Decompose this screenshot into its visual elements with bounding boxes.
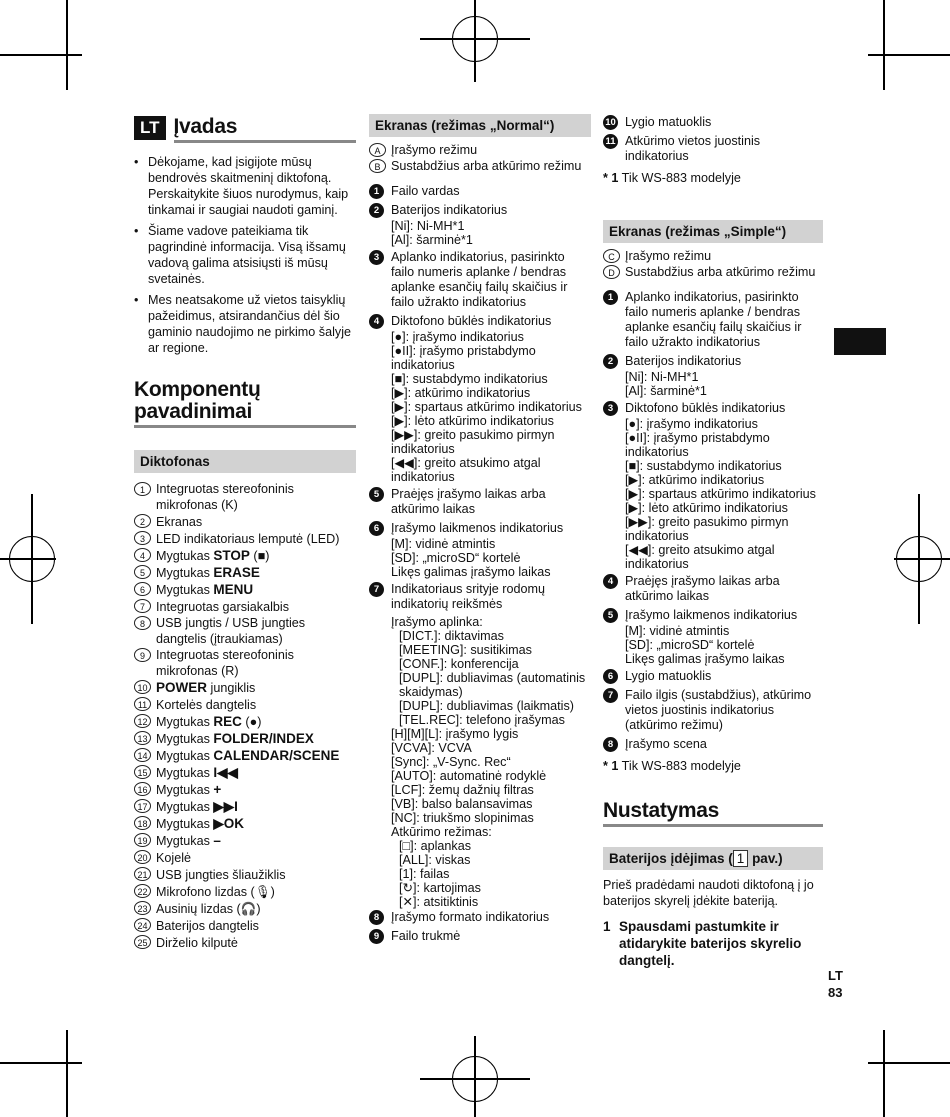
registration-circle	[9, 536, 55, 582]
item-number: 6	[369, 521, 384, 536]
footnote-mark: * 1	[603, 759, 619, 773]
component-key-name: –	[213, 833, 221, 848]
indicator-sub-item: [M]: vidinė atmintis	[625, 624, 730, 638]
component-item	[134, 867, 356, 883]
display-item	[603, 737, 823, 752]
indicator-sub-item: [▶]: atkūrimo indikatorius	[625, 473, 765, 487]
item-number: 1	[603, 290, 618, 305]
step-text: Spausdami pastumkite ir atidarykite baterijos skyrelio dangtelį.	[619, 919, 802, 968]
item-text: Aplanko indikatorius, pasirinkto failo numeris aplanke / bendras aplanke esančių failų skaičius ir failo užrakto indikatorius	[391, 250, 568, 309]
component-label: Mygtukas	[156, 732, 214, 746]
item-number: 10	[134, 680, 151, 694]
component-item	[134, 884, 356, 900]
display-item	[603, 134, 823, 164]
component-key-name: CALENDAR/SCENE	[213, 748, 340, 763]
component-text	[156, 548, 356, 564]
item-number: 12	[134, 714, 151, 728]
component-item	[134, 782, 356, 798]
indicator-sub-item: [■]: sustabdymo indikatorius	[391, 372, 548, 386]
footer-language: LT	[828, 968, 843, 983]
component-label: Mygtukas	[156, 783, 214, 797]
crop-mark	[868, 1062, 950, 1064]
indicator-sub-item: Likęs galimas įrašymo laikas	[391, 565, 551, 579]
intro-heading	[134, 116, 356, 143]
item-number: 24	[134, 918, 151, 932]
display-item	[603, 354, 823, 369]
crop-mark	[868, 54, 950, 56]
intro-bullet-list	[134, 154, 356, 356]
component-item	[134, 799, 356, 815]
indicator-extra-item: [H][M][L]: įrašymo lygis	[391, 727, 519, 741]
component-text	[156, 648, 356, 679]
component-text	[156, 697, 356, 713]
indicator-sub-item: [SD]: „microSD“ kortelė	[391, 551, 521, 565]
component-text	[156, 714, 356, 730]
play-mode-item: [↻]: kartojimas	[399, 881, 481, 895]
item-number: 3	[603, 401, 618, 416]
component-label: Mygtukas	[156, 834, 214, 848]
item-text: Įrašymo laikmenos indikatorius	[391, 521, 564, 535]
crop-mark	[883, 0, 885, 90]
setup-title: Nustatymas	[603, 800, 823, 827]
indicator-sub-item: [Ni]: Ni-MH*1	[625, 370, 699, 384]
item-number: 5	[369, 487, 384, 502]
item-number: 19	[134, 833, 151, 847]
component-label-suffix: (■)	[249, 549, 270, 563]
indicator-extra-item: [VCVA]: VCVA	[391, 741, 472, 755]
item-number: 14	[134, 748, 151, 762]
crop-mark	[0, 54, 82, 56]
component-item	[134, 514, 356, 530]
component-label: Baterijos dangtelis	[156, 919, 259, 933]
bullet-text: Šiame vadove pateikiama tik pagrindinė informacija. Visą išsamų vadovą galima atsisiųsti iš mūsų svetainės.	[148, 224, 346, 286]
component-item	[134, 731, 356, 747]
indicator-extra-item: [LCF]: žemų dažnių filtras	[391, 783, 534, 797]
battery-bar-text: pav.)	[748, 851, 783, 866]
component-key-name: +	[213, 782, 222, 797]
component-text	[156, 616, 356, 647]
component-key-name: STOP	[213, 548, 250, 563]
item-text: Failo trukmė	[391, 929, 461, 943]
item-number: 8	[603, 737, 618, 752]
item-text: Įrašymo scena	[625, 737, 707, 751]
scene-item: [MEETING]: susitikimas	[399, 643, 532, 657]
display-item	[603, 401, 823, 416]
crop-mark	[66, 0, 68, 90]
column-intro	[134, 114, 356, 952]
indicator-sub-item: [▶]: lėto atkūrimo indikatorius	[391, 414, 554, 428]
mode-letter-list	[369, 143, 591, 174]
column-normal-display	[369, 114, 591, 947]
item-number: 2	[134, 514, 151, 528]
component-text	[156, 833, 356, 849]
item-number: 13	[134, 731, 151, 745]
component-text	[156, 901, 356, 917]
component-label: Integruotas garsiakalbis	[156, 600, 290, 614]
indicator-sub-item: [●II]: įrašymo pristabdymo indikatorius	[391, 344, 536, 372]
indicator-sub-item: [M]: vidinė atmintis	[391, 537, 496, 551]
mode-letter-item	[603, 249, 823, 264]
item-number: 3	[134, 531, 151, 545]
item-number: 2	[603, 354, 618, 369]
component-item	[134, 714, 356, 730]
scene-item: [TEL.REC]: telefono įrašymas	[399, 713, 565, 727]
indicator-sub-item: [Ni]: Ni-MH*1	[391, 219, 465, 233]
component-text	[156, 918, 356, 934]
simple-display-bar: Ekranas (režimas „Simple“)	[603, 220, 823, 243]
item-text: Lygio matuoklis	[625, 669, 712, 683]
component-text	[156, 731, 356, 747]
indicator-sub-item: [▶]: atkūrimo indikatorius	[391, 386, 531, 400]
step-number: 1	[603, 919, 611, 934]
mode-letter-text: Sustabdžius arba atkūrimo režimu	[391, 159, 582, 173]
display-item	[369, 929, 591, 944]
item-text: Diktofono būklės indikatorius	[391, 314, 552, 328]
crop-mark	[66, 1030, 68, 1117]
mode-letter: A	[369, 143, 386, 157]
battery-bar-text: Baterijos įdėjimas (	[609, 851, 733, 866]
indicator-sub-item: [▶▶]: greito pasukimo pirmyn indikatorius	[391, 428, 555, 456]
bullet-text: Dėkojame, kad įsigijote mūsų bendrovės skaitmeninį diktofoną. Perskaitykite šiuos nurodymus, kaip tinkamai ir saugiai naudoti gaminį.	[148, 155, 349, 217]
component-label: Mygtukas	[156, 566, 214, 580]
bullet-dot: •	[134, 293, 139, 307]
normal-display-tail-items	[369, 910, 591, 947]
display-item	[369, 487, 591, 517]
component-item	[134, 548, 356, 564]
normal-display-continued	[603, 115, 823, 167]
display-item	[369, 521, 591, 536]
scene-item: [CONF.]: konferencija	[399, 657, 519, 671]
component-item	[134, 680, 356, 696]
component-item	[134, 697, 356, 713]
indicator-sub-item: [▶]: lėto atkūrimo indikatorius	[625, 501, 788, 515]
bullet-text: Mes neatsakome už vietos taisyklių pažeidimus, atsirandančius dėl šio gaminio naudojimo ne pirkimo šalyje ar regione.	[148, 293, 352, 355]
components-list	[134, 482, 356, 951]
indicator-extra-item: [NC]: triukšmo slopinimas	[391, 811, 534, 825]
item-number: 23	[134, 901, 151, 915]
component-label: Dirželio kilputė	[156, 936, 238, 950]
item-number: 17	[134, 799, 151, 813]
item-number: 20	[134, 850, 151, 864]
mode-letter-item	[369, 143, 591, 158]
component-text	[156, 482, 356, 513]
page-number: 83	[828, 985, 843, 1000]
display-item	[369, 910, 591, 925]
display-item	[603, 688, 823, 733]
component-text	[156, 680, 356, 696]
component-label: Mygtukas	[156, 766, 214, 780]
item-text: Indikatoriaus srityje rodomų indikatorių reikšmės	[391, 582, 545, 611]
item-number: 15	[134, 765, 151, 779]
component-text	[156, 565, 356, 581]
component-item	[134, 582, 356, 598]
item-number: 9	[134, 648, 151, 662]
item-number: 5	[603, 608, 618, 623]
display-item	[603, 669, 823, 684]
component-label: Mikrofono lizdas (🎙)	[156, 885, 275, 899]
component-key-name: MENU	[213, 582, 254, 597]
component-item	[134, 748, 356, 764]
component-item	[134, 935, 356, 951]
component-label: LED indikatoriaus lemputė (LED)	[156, 532, 340, 546]
component-item	[134, 482, 356, 513]
item-text: Failo vardas	[391, 184, 460, 198]
item-number: 18	[134, 816, 151, 830]
scene-list	[369, 629, 591, 727]
intro-title: Įvadas	[174, 116, 356, 143]
simple-display-items	[603, 290, 823, 755]
component-key-name: ERASE	[213, 565, 260, 580]
component-item	[134, 599, 356, 615]
item-number: 4	[134, 548, 151, 562]
indicator-sub-item: [●II]: įrašymo pristabdymo indikatorius	[625, 431, 770, 459]
indicator-sub-item: [▶▶]: greito pasukimo pirmyn indikatorius	[625, 515, 789, 543]
normal-display-items	[369, 184, 591, 615]
indicator-sub-item: [Al]: šarminė*1	[391, 233, 473, 247]
figure-number-box: 1	[733, 850, 749, 867]
registration-circle	[452, 16, 498, 62]
item-number: 1	[134, 482, 151, 496]
item-text: Diktofono būklės indikatorius	[625, 401, 786, 415]
component-label: USB jungties šliaužiklis	[156, 868, 286, 882]
bullet-item	[134, 223, 356, 287]
display-item	[603, 608, 823, 623]
component-label: Ausinių lizdas (🎧)	[156, 902, 261, 916]
item-text: Aplanko indikatorius, pasirinkto failo numeris aplanke / bendras aplanke esančių failų skaičius ir failo užrakto indikatorius	[625, 290, 802, 349]
component-key-name: POWER	[156, 680, 208, 695]
mode-letter-text: Įrašymo režimu	[625, 249, 712, 263]
display-item	[369, 314, 591, 329]
device-section-bar: Diktofonas	[134, 450, 356, 473]
battery-section-bar	[603, 847, 823, 870]
component-label: Mygtukas	[156, 583, 214, 597]
item-number: 3	[369, 250, 384, 265]
display-item	[369, 203, 591, 218]
item-text: Baterijos indikatorius	[625, 354, 742, 368]
component-text	[156, 782, 356, 798]
item-number: 6	[603, 669, 618, 684]
component-text	[156, 599, 356, 615]
component-label: Mygtukas	[156, 817, 214, 831]
indicator-extras	[369, 727, 591, 825]
item-text: Atkūrimo vietos juostinis indikatorius	[625, 134, 761, 163]
bullet-item	[134, 154, 356, 218]
display-item	[369, 250, 591, 310]
component-key-name: FOLDER/INDEX	[213, 731, 314, 746]
component-item	[134, 648, 356, 679]
component-key-name: I◀◀	[213, 765, 238, 780]
item-number: 7	[603, 688, 618, 703]
mode-letter-text: Įrašymo režimu	[391, 143, 478, 157]
component-text	[156, 514, 356, 530]
item-number: 16	[134, 782, 151, 796]
mode-letter: B	[369, 159, 386, 173]
component-text	[156, 765, 356, 781]
mode-letter-item	[603, 265, 823, 280]
item-number: 21	[134, 867, 151, 881]
component-text	[156, 884, 356, 900]
component-text	[156, 867, 356, 883]
step-item	[603, 918, 823, 969]
components-title-line: Komponentų	[134, 378, 261, 401]
item-number: 5	[134, 565, 151, 579]
mode-letter: C	[603, 249, 620, 263]
component-item	[134, 765, 356, 781]
footnote-text: Tik WS-883 modelyje	[618, 171, 741, 185]
mode-letter-text: Sustabdžius arba atkūrimo režimu	[625, 265, 816, 279]
footnote	[603, 759, 823, 774]
component-label: Integruotas stereofoninis mikrofonas (R)	[156, 648, 294, 678]
play-mode-item: [□]: aplankas	[399, 839, 472, 853]
indicator-sub-item: [▶]: spartaus atkūrimo indikatorius	[625, 487, 816, 501]
item-number: 11	[603, 134, 618, 149]
item-number: 4	[369, 314, 384, 329]
component-item	[134, 850, 356, 866]
component-item	[134, 531, 356, 547]
component-item	[134, 901, 356, 917]
item-number: 22	[134, 884, 151, 898]
component-text	[156, 816, 356, 832]
component-text	[156, 748, 356, 764]
item-number: 4	[603, 574, 618, 589]
item-text: Įrašymo formato indikatorius	[391, 910, 550, 924]
component-key-name: ▶▶I	[213, 799, 238, 814]
registration-circle	[896, 536, 942, 582]
item-number: 10	[603, 115, 618, 130]
footnote-mark: * 1	[603, 171, 619, 185]
component-text	[156, 799, 356, 815]
indicator-sub-item: [◀◀]: greito atsukimo atgal indikatorius	[625, 543, 775, 571]
display-item	[603, 290, 823, 350]
item-number: 25	[134, 935, 151, 949]
bullet-dot: •	[134, 155, 139, 169]
component-text	[156, 582, 356, 598]
component-label: Mygtukas	[156, 715, 214, 729]
component-label: USB jungtis / USB jungties dangtelis (įtraukiamas)	[156, 616, 306, 646]
component-item	[134, 833, 356, 849]
mode-letter-list	[603, 249, 823, 280]
footnote	[603, 171, 823, 186]
battery-paragraph: Prieš pradėdami naudoti diktofoną į jo baterijos skyrelį įdėkite bateriją.	[603, 878, 814, 908]
item-number: 11	[134, 697, 151, 711]
play-mode-label: Atkūrimo režimas:	[391, 825, 492, 839]
indicator-sub-item: [◀◀]: greito atsukimo atgal indikatorius	[391, 456, 541, 484]
indicator-sub-item: [▶]: spartaus atkūrimo indikatorius	[391, 400, 582, 414]
item-number: 9	[369, 929, 384, 944]
indicator-sub-item: [SD]: „microSD“ kortelė	[625, 638, 755, 652]
display-item	[603, 115, 823, 130]
item-text: Praėjęs įrašymo laikas arba atkūrimo laikas	[625, 574, 780, 603]
display-item	[603, 574, 823, 604]
column-simple-display	[603, 114, 823, 969]
bullet-dot: •	[134, 224, 139, 238]
component-label: Integruotas stereofoninis mikrofonas (K)	[156, 482, 294, 512]
scene-item: [DICT.]: diktavimas	[399, 629, 504, 643]
component-text	[156, 850, 356, 866]
page-footer	[828, 967, 843, 1001]
language-tab-marker	[834, 328, 886, 355]
indicator-sub-item: [●]: įrašymo indikatorius	[391, 330, 524, 344]
indicator-extra-item: [Sync]: „V-Sync. Rec“	[391, 755, 511, 769]
mode-letter-item	[369, 159, 591, 174]
scene-item: [DUPL]: dubliavimas (laikmatis)	[399, 699, 574, 713]
bullet-item	[134, 292, 356, 356]
indicator-extra-item: [VB]: balso balansavimas	[391, 797, 533, 811]
scene-label: Įrašymo aplinka:	[391, 615, 483, 629]
item-number: 8	[369, 910, 384, 925]
component-label: Ekranas	[156, 515, 203, 529]
indicator-sub-item: Likęs galimas įrašymo laikas	[625, 652, 785, 666]
components-title-line: pavadinimai	[134, 400, 253, 423]
item-number: 7	[134, 599, 151, 613]
item-text: Praėjęs įrašymo laikas arba atkūrimo laikas	[391, 487, 546, 516]
mode-letter: D	[603, 265, 620, 279]
display-item	[369, 582, 591, 612]
indicator-sub-item: [Al]: šarminė*1	[625, 384, 707, 398]
language-badge: LT	[134, 116, 166, 140]
crop-mark	[883, 1030, 885, 1117]
indicator-sub-item: [■]: sustabdymo indikatorius	[625, 459, 782, 473]
play-mode-list	[369, 839, 591, 909]
registration-circle	[452, 1056, 498, 1102]
component-item	[134, 918, 356, 934]
item-text: Baterijos indikatorius	[391, 203, 508, 217]
footnote-text: Tik WS-883 modelyje	[618, 759, 741, 773]
item-number: 6	[134, 582, 151, 596]
item-text: Įrašymo laikmenos indikatorius	[625, 608, 798, 622]
indicator-extra-item: [AUTO]: automatinė rodyklė	[391, 769, 547, 783]
component-label: Kojelė	[156, 851, 192, 865]
play-mode-item: [ALL]: viskas	[399, 853, 471, 867]
component-label: Mygtukas	[156, 800, 214, 814]
indicator-sub-item: [●]: įrašymo indikatorius	[625, 417, 758, 431]
component-item	[134, 616, 356, 647]
item-number: 7	[369, 582, 384, 597]
components-title	[134, 379, 356, 428]
component-label: Kortelės dangtelis	[156, 698, 257, 712]
scene-item: [DUPL]: dubliavimas (automatinis skaidymas)	[399, 671, 586, 699]
item-text: Lygio matuoklis	[625, 115, 712, 129]
item-number: 1	[369, 184, 384, 199]
item-number: 8	[134, 616, 151, 630]
component-label-suffix: (●)	[241, 715, 262, 729]
component-key-name: REC	[213, 714, 242, 729]
component-item	[134, 565, 356, 581]
component-label: Mygtukas	[156, 549, 214, 563]
play-mode-item: [✕]: atsitiktinis	[399, 895, 479, 909]
component-text	[156, 935, 356, 951]
item-number: 2	[369, 203, 384, 218]
component-item	[134, 816, 356, 832]
component-label-suffix: jungiklis	[207, 681, 256, 695]
component-key-name: ▶OK	[213, 816, 245, 831]
play-mode-item: [1]: failas	[399, 867, 450, 881]
item-text: Failo ilgis (sustabdžius), atkūrimo vietos juostinis indikatorius (atkūrimo režimu)	[625, 688, 812, 732]
crop-mark	[0, 1062, 82, 1064]
display-item	[369, 184, 591, 199]
component-text	[156, 531, 356, 547]
normal-display-bar: Ekranas (režimas „Normal“)	[369, 114, 591, 137]
component-label: Mygtukas	[156, 749, 214, 763]
